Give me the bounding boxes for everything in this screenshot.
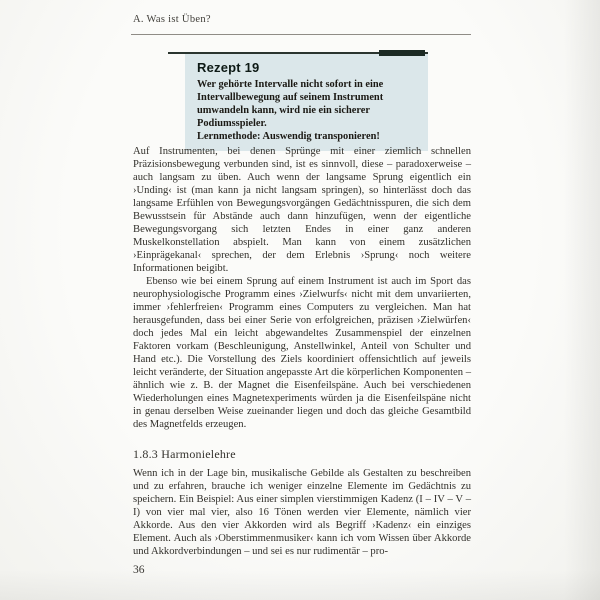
recipe-box-body — [185, 54, 428, 151]
recipe-box-method: Lernmethode: Auswendig transponieren! — [197, 131, 380, 142]
header-rule-divider — [131, 34, 471, 35]
paragraph: Wenn ich in der Lage bin, musikalische Gebilde als Gestalten zu beschreiben und zu erfahren, brauche ich weniger einzelne Elemente im Gedächtnis zu speichern. Ein Beispiel: Aus einer simplen vierstimmigen Kadenz (I – IV – V – I) von vier mal vier, also 16 Tönen werden vier Elemente, nämlich vier Akkorde. Aus den vier Akkorden wird als Begriff ›Kadenz‹ ein einziges Element. Auch als ›Oberstimmenmusiker‹ kann ich vom Wissen über Akkorde und Akkordverbindungen – und sei es nur rudimentär – pro- — [133, 468, 471, 557]
recipe-box-accent-bar — [379, 50, 425, 56]
page-number: 36 — [133, 564, 145, 576]
paragraph: Ebenso wie bei einem Sprung auf einem Instrument ist auch im Sport das neurophysiologische Programm eines ›Zielwurfs‹ nicht mit dem unvariierten, immer ›fehlerfreien‹ Programm eines Computers zu vergleichen. Man hat herausgefunden, dass bei einer Serie von erfolgreichen, präzisen ›Zielwürfen‹ doch jedes Mal ein leicht abgewandeltes Zusammenspiel der einzelnen Faktoren vorkam (Beschleunigung, Anstellwinkel, Anteil von Schulter und Hand etc.). Die Vorstellung des Ziels koordiniert offensichtlich auf jeweils leicht veränderte, der Situation angepasste Art die körperlichen Komponenten – ähnlich wie z. B. der Magnet die Eisenfeilspäne. Auch bei verschiedenen Wiederholungen eines Magnetexperiments würden ja die Eisenfeilspäne nicht in genau derselben Weise zueinander liegen und doch das gleiche Gesamtbild des Magnetfelds erzeugen. — [133, 276, 471, 430]
running-header: A. Was ist Üben? — [133, 14, 211, 25]
recipe-box-title: Rezept 19 — [197, 60, 260, 75]
paragraph: Auf Instrumenten, bei denen Sprünge mit einer ziemlich schnellen Präzisionsbewegung verbunden sind, ist es sinnvoll, diese – paradoxerweise – auch langsam zu üben. Auch wenn der langsame Sprung eigentlich ein ›Unding‹ ist (man kann ja nicht langsam springen), so hinterlässt doch das langsame Erfühlen von Bewegungsvorgängen Gedächtnisspuren, die sich dem Bewusstsein für Abstände auch dann hinzufügen, wenn der eigentliche Bewegungsvorgang sich letzten Endes in einer ganz anderen Muskelkonstellation abspielt. Man kann von einem zusätzlichen ›Einprägekanal‹ sprechen, der dem Erlebnis ›Sprung‹ noch weitere Informationen beigibt. — [133, 146, 471, 274]
recipe-box-text: Wer gehörte Intervalle nicht sofort in eine Intervallbewegung auf seinem Instrument umwandeln kann, wird nie ein sicherer Podiumsspieler. — [197, 79, 384, 129]
main-text-column — [133, 145, 471, 558]
recipe-box — [185, 52, 428, 151]
section-heading: 1.8.3 Harmonielehre — [133, 447, 236, 461]
